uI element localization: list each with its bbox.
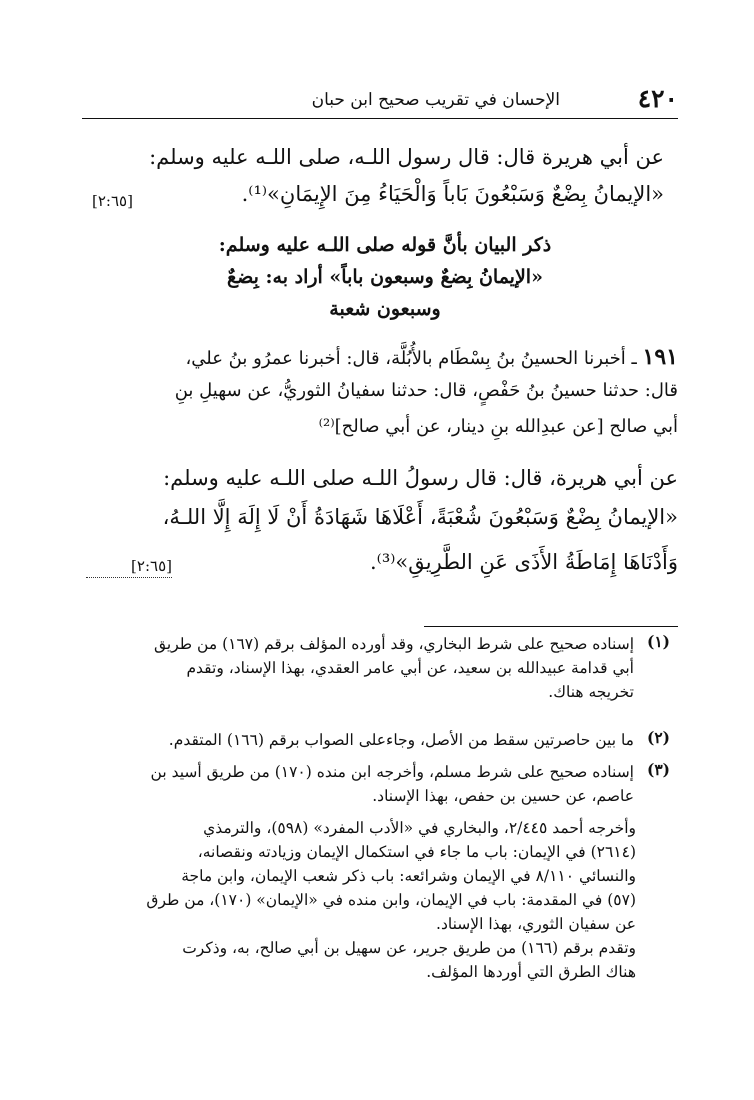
chapter-heading-line2: «الإيمانُ بِضعٌ وسبعون باباً» أراد به: بِضعٌ xyxy=(227,266,543,288)
footnote-cont-line: عن سفيان الثوري، بهذا الإسناد. xyxy=(436,915,636,933)
footnote-2-mark: (٢) xyxy=(646,728,670,747)
footnote-1 xyxy=(80,632,670,704)
hadith2-reference: [٢:٦٥] xyxy=(86,557,172,578)
footnote-1-mark: (١) xyxy=(646,632,670,651)
footnote-3 xyxy=(80,760,670,808)
footnote-1-line: إسناده صحيح على شرط البخاري، وقد أورده المؤلف برقم (١٦٧) من طريق xyxy=(154,635,634,653)
hadith1-reference: [٢:٦٥] xyxy=(92,192,133,210)
hadith-number: ١٩١ xyxy=(642,344,678,370)
footnote-separator xyxy=(424,626,678,627)
hadith2-matn-line2: وَأَدْنَاهَا إِمَاطَةُ الأَذَى عَنِ الطَّرِيقِ»⁽³⁾. xyxy=(370,550,678,574)
footnote-1-line: أبي قدامة عبيدالله بن سعيد، عن أبي عامر العقدي، بهذا الإسناد، وتقدم xyxy=(186,659,634,677)
hadith2-isnad-line2: قال: حدثنا حسينُ بنُ حَفْصٍ، قال: حدثنا سفيانُ الثوريُّ، عن سهيلِ بنِ xyxy=(174,380,678,401)
footnote-cont-line: وتقدم برقم (١٦٦) من طريق جرير، عن سهيل بن أبي صالح، به، وذكرت xyxy=(182,939,636,957)
footnote-3-continuation xyxy=(80,816,636,984)
hadith1-intro: عن أبي هريرة قال: قال رسول اللـه، صلى اللـه عليه وسلم: xyxy=(149,145,664,169)
footnote-cont-line: وأخرجه أحمد ٢/٤٤٥، والبخاري في «الأدب المفرد» (٥٩٨)، والترمذي xyxy=(203,819,636,837)
chapter-heading-line3: وسبعون شعبة xyxy=(329,298,441,320)
hadith2-isnad-line3: أبي صالح [عن عبدِالله بنِ دينار، عن أبي صالح]⁽²⁾ xyxy=(318,416,678,437)
running-title: الإحسان في تقريب صحيح ابن حبان xyxy=(311,90,560,110)
hadith1-matn: «الإيمانُ بِضْعٌ وَسَبْعُونَ بَاباً وَالْحَيَاءُ مِنَ الإِيمَانِ»⁽¹⁾. xyxy=(241,182,664,206)
page-header xyxy=(82,80,678,119)
footnote-cont-line: هناك الطرق التي أوردها المؤلف. xyxy=(426,963,636,981)
footnote-1-line: تخريجه هناك. xyxy=(548,683,634,701)
footnote-3-mark: (٣) xyxy=(646,760,670,779)
chapter-heading-line1: ذكر البيان بأنَّ قوله صلى اللـه عليه وسلم: xyxy=(218,234,552,256)
page-number: ٤٢٠ xyxy=(637,84,678,113)
footnote-2 xyxy=(80,728,670,752)
footnote-3-line: عاصم، عن حسين بن حفص، بهذا الإسناد. xyxy=(372,787,634,805)
footnote-cont-line: والنسائي ٨/١١٠ في الإيمان وشرائعه: باب ذكر شعب الإيمان، وابن ماجة xyxy=(181,867,636,885)
footnote-3-line: إسناده صحيح على شرط مسلم، وأخرجه ابن منده (١٧٠) من طريق أسيد بن xyxy=(150,763,634,781)
footnote-cont-line: (٢٦١٤) في الإيمان: باب ما جاء في استكمال الإيمان وزيادته ونقصانه، xyxy=(197,843,636,861)
hadith2-intro: عن أبي هريرة، قال: قال رسولُ اللـه صلى اللـه عليه وسلم: xyxy=(163,466,678,490)
footnote-2-line: ما بين حاصرتين سقط من الأصل، وجاءعلى الصواب برقم (١٦٦) المتقدم. xyxy=(168,731,634,749)
hadith2-isnad-line1 xyxy=(78,344,678,370)
footnote-cont-line: (٥٧) في المقدمة: باب في الإيمان، وابن منده في «الإيمان» (١٧٠)، من طرق xyxy=(146,891,636,909)
hadith2-matn-line1: «الإيمانُ بِضْعٌ وَسَبْعُونَ شُعْبَةً، أَعْلَاهَا شَهَادَةُ أَنْ لَا إِلَهَ إِلَّا اللـهُ، xyxy=(162,505,678,529)
hadith2-isnad-text1: ـ أخبرنا الحسينُ بنُ بِسْطَام بالأُبُلَّة، قال: أخبرنا عمرُو بنُ علي، xyxy=(185,348,637,369)
